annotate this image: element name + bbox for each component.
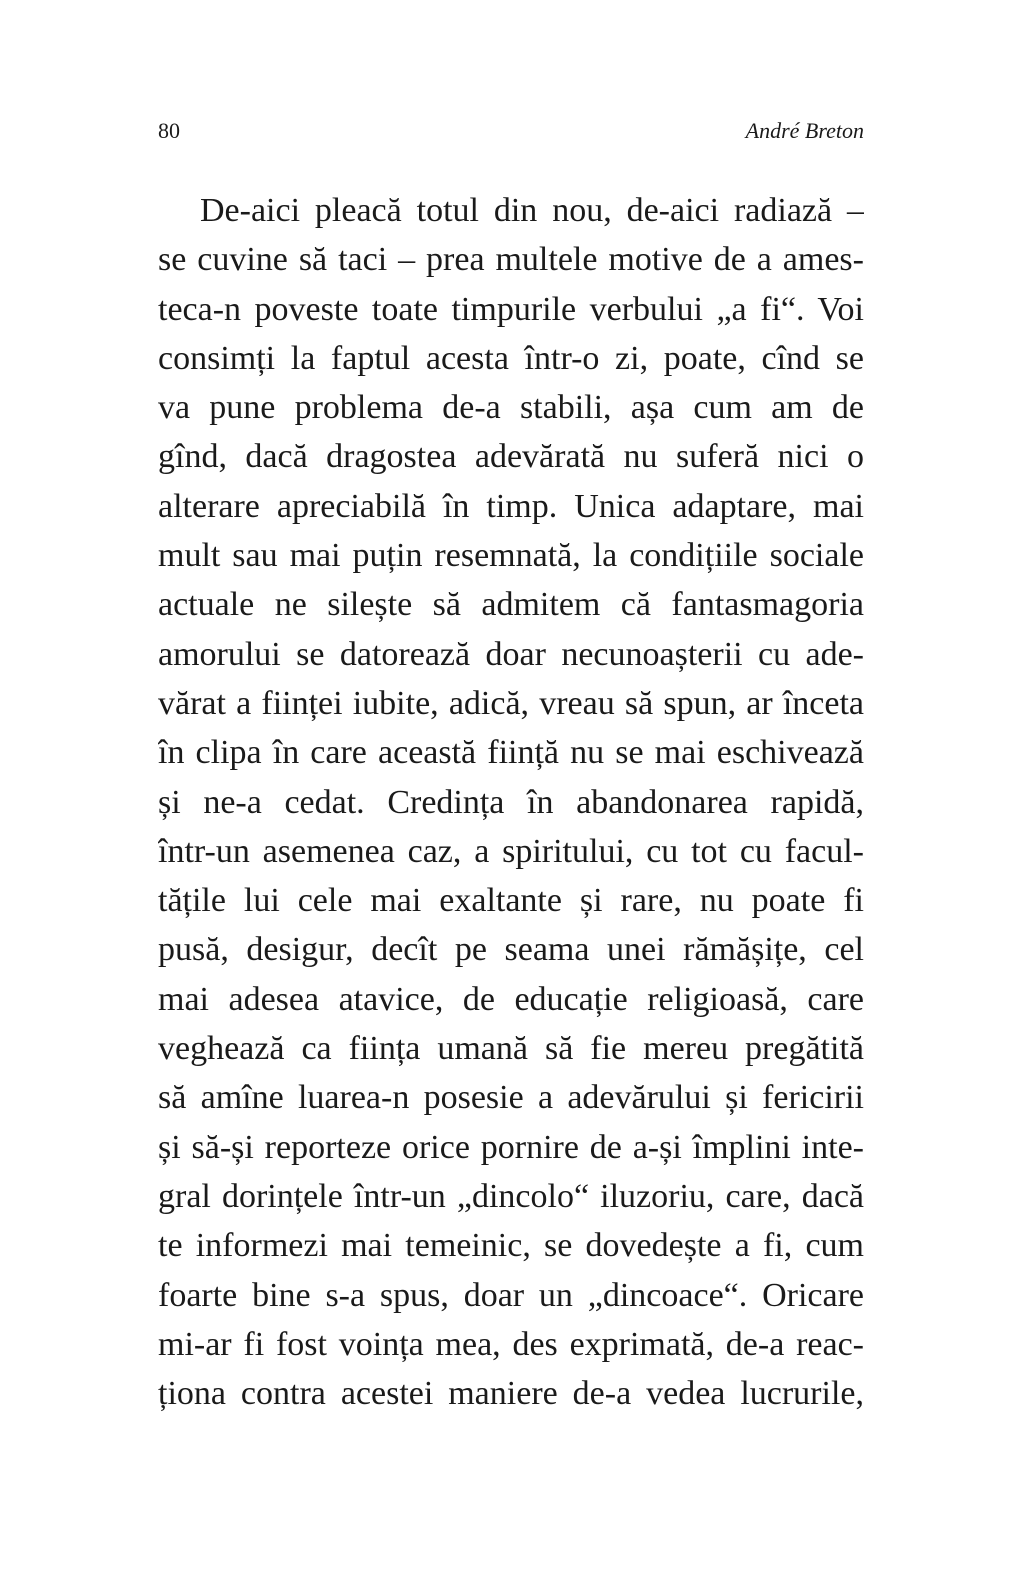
- body-text: [158, 186, 864, 1418]
- text-line: foarte bine s-a spus, doar un „dincoace“. Oricare: [158, 1276, 864, 1314]
- text-line: tățile lui cele mai exaltante și rare, nu poate fi: [158, 882, 864, 920]
- text-line: mai adesea atavice, de educație religioasă, care: [158, 980, 864, 1018]
- text-line: să amîne luarea-n posesie a adevărului și fericirii: [158, 1079, 864, 1117]
- text-line: ționa contra acestei maniere de-a vedea lucrurile,: [158, 1375, 864, 1413]
- text-line: teca-n poveste toate timpurile verbului „a fi“. Voi: [158, 290, 864, 328]
- running-title: André Breton: [745, 118, 864, 143]
- text-line: actuale ne silește să admitem că fantasmagoria: [158, 586, 864, 624]
- text-line: amorului se datorează doar necunoașterii cu ade-: [158, 635, 864, 673]
- text-line: mi-ar fi fost voința mea, des exprimată, de-a reac-: [158, 1325, 864, 1363]
- text-line: mult sau mai puțin resemnată, la condițiile sociale: [158, 537, 864, 575]
- text-line: și ne-a cedat. Credința în abandonarea rapidă,: [158, 783, 864, 821]
- running-header: [158, 118, 864, 154]
- text-line: în clipa în care această ființă nu se mai eschivează: [158, 734, 864, 772]
- text-line: gral dorințele într-un „dincolo“ iluzoriu, care, dacă: [158, 1177, 864, 1215]
- text-line: consimți la faptul acesta într-o zi, poate, cînd se: [158, 339, 864, 377]
- text-line: gînd, dacă dragostea adevărată nu suferă nici o: [158, 438, 864, 476]
- text-line: veghează ca ființa umană să fie mereu pregătită: [158, 1030, 864, 1068]
- text-line: alterare apreciabilă în timp. Unica adaptare, mai: [158, 487, 864, 525]
- text-line: și să-și reporteze orice pornire de a-și împlini inte-: [158, 1128, 864, 1166]
- page-number: 80: [158, 118, 180, 143]
- text-line: pusă, desigur, decît pe seama unei rămășițe, cel: [158, 931, 864, 969]
- text-line: într-un asemenea caz, a spiritului, cu tot cu facul-: [158, 832, 864, 870]
- text-line: se cuvine să taci – prea multele motive de a ames-: [158, 241, 864, 279]
- text-line: De-aici pleacă totul din nou, de-aici radiază –: [200, 192, 864, 229]
- text-line: vărat a ființei iubite, adică, vreau să spun, ar înceta: [158, 684, 864, 722]
- text-line: te informezi mai temeinic, se dovedește a fi, cum: [158, 1227, 864, 1265]
- text-line: va pune problema de-a stabili, așa cum am de: [158, 389, 864, 427]
